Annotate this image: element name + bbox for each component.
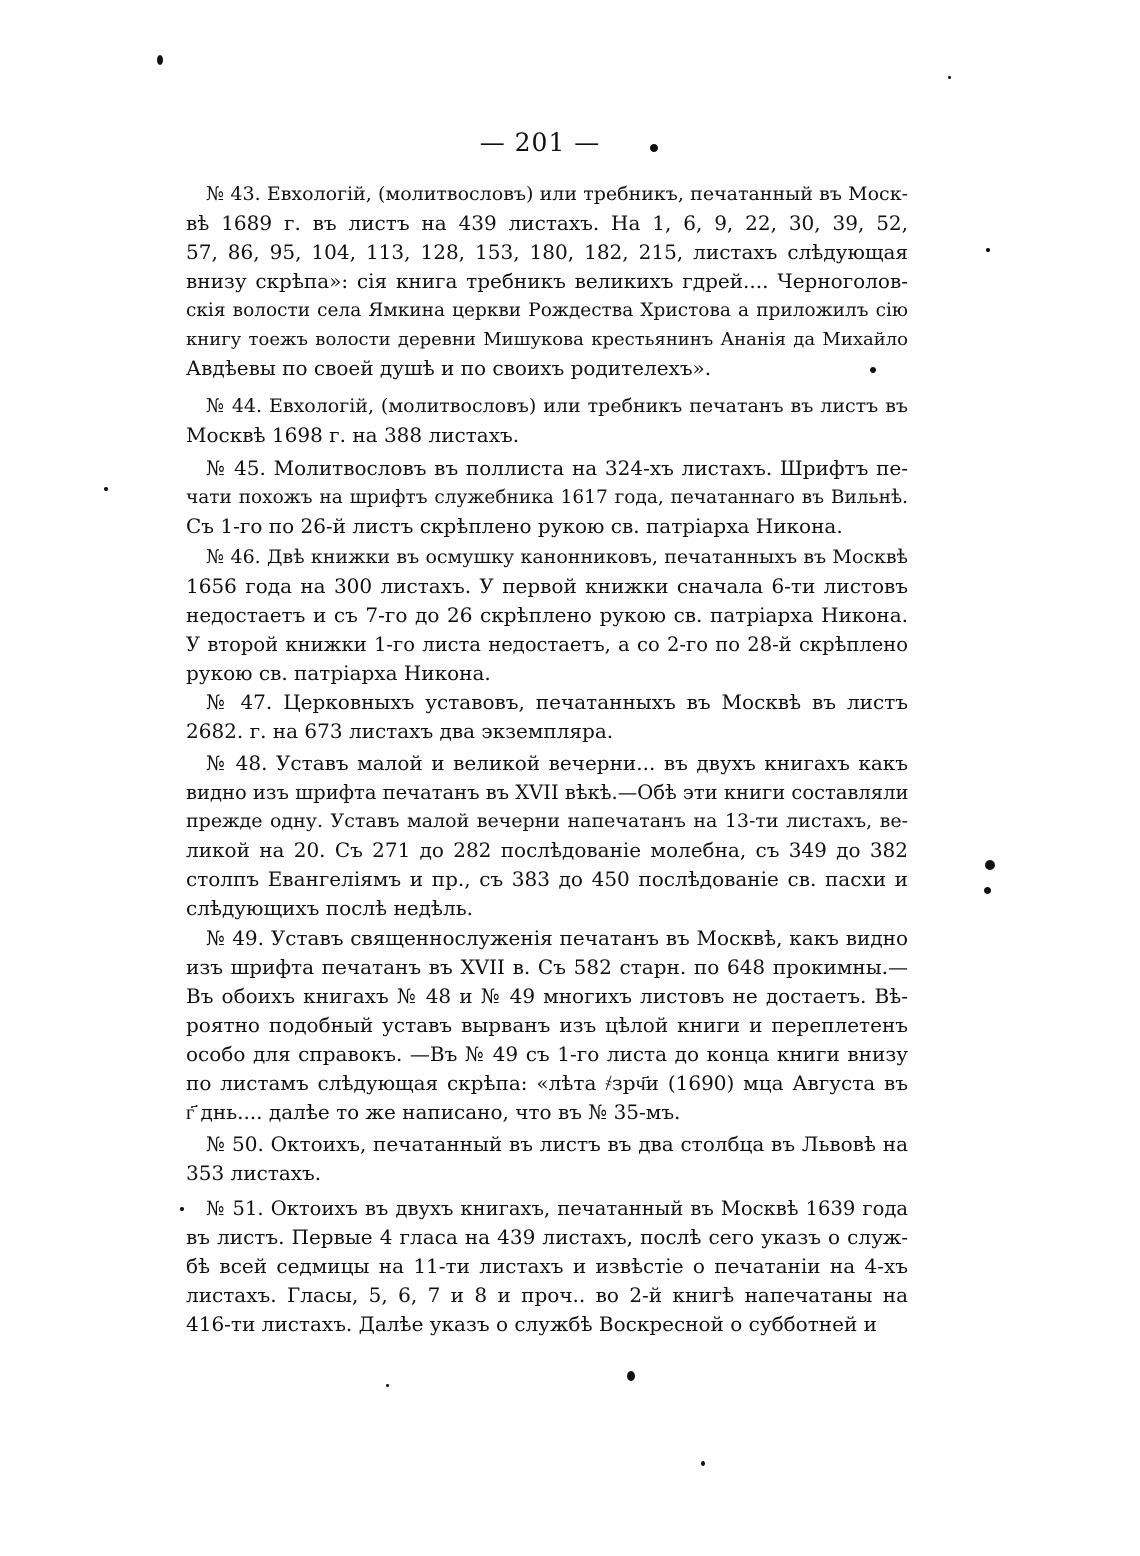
entry-line: вѣ 1689 г. въ листъ на 439 листахъ. На 1, 6, 9, 22, 30, 39, 52, [186, 211, 908, 235]
entry-line: изъ шрифта печатанъ въ XVII в. Съ 582 старн. по 648 прокимны.— [186, 955, 908, 979]
catalog-entry-49 [186, 924, 908, 1127]
entry-line: № 47. Церковныхъ уставовъ, печатанныхъ въ Москвѣ въ листъ [206, 690, 908, 714]
catalog-entry-44 [186, 392, 908, 450]
entry-line: скія волости села Ямкина церкви Рождества Христова а приложилъ сію [186, 300, 908, 321]
entry-line: 57, 86, 95, 104, 113, 128, 153, 180, 182, 215, листахъ слѣдующая [186, 240, 908, 264]
entry-line: № 44. Евхологій, (молитвословъ) или требникъ печатанъ въ листъ въ [206, 395, 908, 417]
entry-line: № 46. Двѣ книжки въ осмушку канонниковъ, печатанныхъ въ Москвѣ [206, 546, 908, 568]
entry-line: 416-ти листахъ. Далѣе указъ о службѣ Воскресной о субботней и [186, 1312, 877, 1336]
entry-line: № 49. Уставъ священнослуженія печатанъ въ Москвѣ, какъ видно [206, 926, 908, 950]
entry-line: книгу тоежъ волости деревни Мишукова крестьянинъ Ананія да Михайло [186, 329, 908, 350]
entry-line: Съ 1-го по 26-й листъ скрѣплено рукою св. патріарха Никона. [186, 514, 843, 538]
page-number: — 201 — [479, 128, 601, 157]
entry-line: Москвѣ 1698 г. на 388 листахъ. [186, 423, 520, 447]
entry-line: 2682. г. на 673 листахъ два экземпляра. [186, 719, 614, 743]
entry-line: бѣ всей седмицы на 11-ти листахъ и извѣстіе о печатаніи на 4-хъ [186, 1254, 908, 1278]
catalog-entry-43 [186, 180, 908, 383]
scan-speck [701, 1461, 705, 1466]
entry-line: г҃ днь.... далѣе то же написано, что въ № 35-мъ. [186, 1100, 681, 1124]
entry-line: видно изъ шрифта печатанъ въ XVII вѣкѣ.—Обѣ эти книги составляли [186, 781, 909, 804]
entry-line: Авдѣевы по своей душѣ и по своихъ родителехъ». [186, 356, 712, 380]
entry-line: по листамъ слѣдующая скрѣпа: «лѣта ҂зрч҃и (1690) мца Августа въ [186, 1071, 908, 1095]
catalog-entry-46 [186, 543, 908, 688]
entry-line: столпъ Евангеліямъ и пр., съ 383 до 450 послѣдованіе св. пасхи и [186, 867, 908, 891]
entry-line: 353 листахъ. [186, 1161, 322, 1185]
entry-line: Въ обоихъ книгахъ № 48 и № 49 многихъ листовъ не достаетъ. Вѣ- [186, 984, 908, 1008]
entry-line: У второй книжки 1-го листа недостаетъ, а со 2-го по 28-й скрѣплено [186, 633, 908, 656]
scan-speck [984, 887, 991, 894]
entry-line: № 51. Октоихъ въ двухъ книгахъ, печатанный въ Москвѣ 1639 года [206, 1197, 908, 1220]
scan-speck [104, 487, 108, 491]
entry-line: роятно подобный уставъ вырванъ изъ цѣлой книги и переплетенъ [186, 1013, 908, 1037]
entry-line: 1656 года на 300 листахъ. У первой книжки сначала 6-ти листовъ [186, 574, 908, 598]
catalog-entry-51 [186, 1194, 908, 1339]
entry-line: недостаетъ и съ 7-го до 26 скрѣплено рукою св. патріарха Никона. [186, 603, 908, 627]
scan-speck [157, 55, 163, 65]
catalog-entry-50 [186, 1130, 908, 1188]
entry-line: № 43. Евхологій, (молитвословъ) или требникъ, печатанный въ Моск- [206, 183, 908, 205]
scan-speck [948, 76, 951, 79]
entry-line: № 48. Уставъ малой и великой вечерни... въ двухъ книгахъ какъ [206, 751, 908, 775]
scan-speck [386, 1384, 389, 1387]
entry-line: № 50. Октоихъ, печатанный въ листъ въ два столбца въ Львовѣ на [206, 1132, 908, 1156]
entry-line: № 45. Молитвословъ въ поллиста на 324-хъ листахъ. Шрифтъ пе- [206, 456, 908, 480]
entry-line: листахъ. Гласы, 5, 6, 7 и 8 и проч.. во 2-й книгѣ напечатаны на [186, 1283, 908, 1307]
scan-speck [180, 1207, 184, 1211]
entry-line: прежде одну. Уставъ малой вечерни напечатанъ на 13-ти листахъ, ве- [186, 810, 908, 832]
scan-speck [627, 1371, 635, 1381]
entry-line: ликой на 20. Съ 271 до 282 послѣдованіе молебна, съ 349 до 382 [186, 838, 908, 862]
entry-line: внизу скрѣпа»: сія книга требникъ великихъ гдрей.... Черноголов- [186, 269, 908, 293]
entry-line: чати похожъ на шрифтъ служебника 1617 года, печатаннаго въ Вильнѣ. [186, 487, 908, 508]
scan-speck [650, 144, 658, 152]
entry-line: особо для справокъ. —Въ № 49 съ 1-го листа до конца книги внизу [186, 1042, 908, 1066]
entry-line: рукою св. патріарха Никона. [186, 661, 491, 685]
scan-speck [985, 860, 995, 870]
catalog-entry-45 [186, 454, 908, 541]
catalog-entry-47 [186, 688, 908, 746]
scan-speck [986, 248, 990, 252]
scan-speck [870, 367, 876, 373]
catalog-entry-48 [186, 749, 908, 923]
entry-line: въ листъ. Первые 4 гласа на 439 листахъ, послѣ сего указъ о служ- [186, 1225, 908, 1249]
entry-line: слѣдующихъ послѣ недѣль. [186, 896, 473, 920]
